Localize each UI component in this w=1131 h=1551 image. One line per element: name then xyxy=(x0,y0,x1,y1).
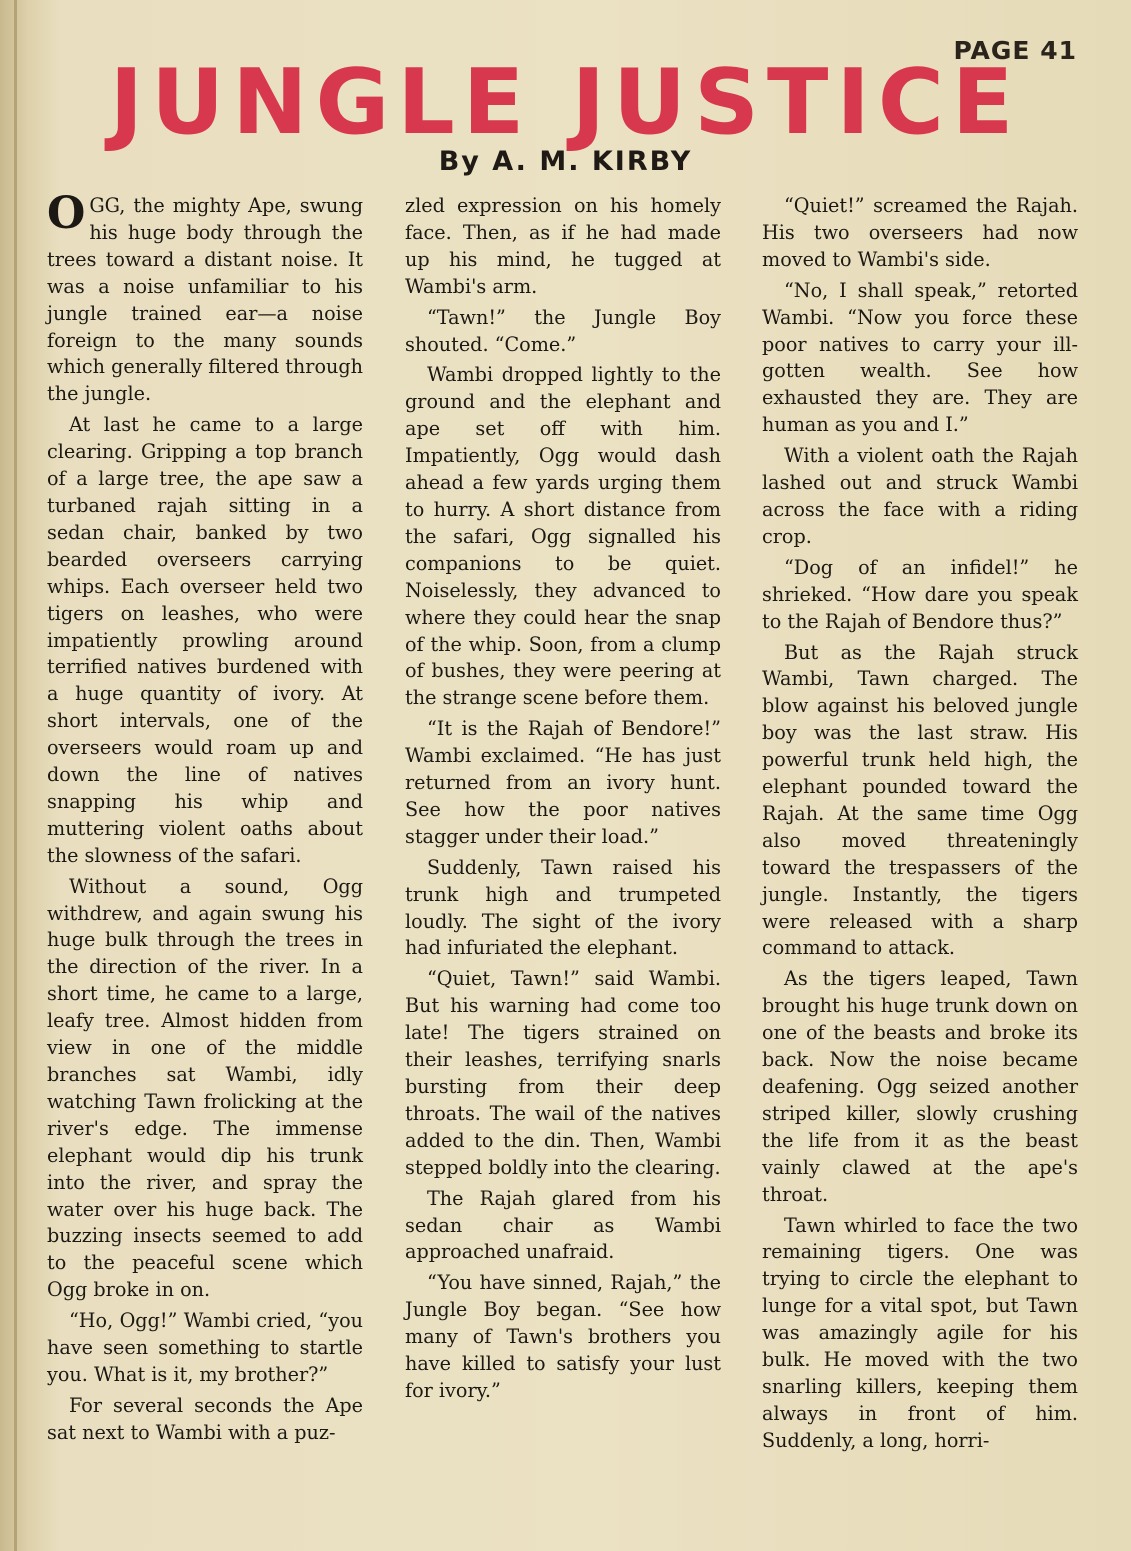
paragraph: “Quiet, Tawn!” said Wambi. But his warning had come too late! The tigers strained on their leashes, terrifying snarls bursting from their deep throats. The wail of the natives added to the din. Then, Wambi stepped boldly into the clearing. xyxy=(405,967,721,1179)
paragraph: OGG, the mighty Ape, swung his huge body through the trees toward a distant noise. It was a noise unfamiliar to his jungle trained ear—a noise foreign to the many sounds which generally filtered through the jungle. xyxy=(47,188,363,406)
paragraph: Suddenly, Tawn raised his trunk high and trumpeted loudly. The sight of the ivory had infuriated the elephant. xyxy=(405,855,721,960)
paragraph: “It is the Rajah of Bendore!” Wambi exclaimed. “He has just returned from an ivory hunt. See how the poor natives stagger under their load.” xyxy=(405,717,721,848)
story-title: JUNGLE JUSTICE xyxy=(109,50,1022,155)
paragraph: “No, I shall speak,” retorted Wambi. “Now you force these poor natives to carry your ill-gotten wealth. See how exhausted they are. They are human as you and I.” xyxy=(762,278,1078,437)
paragraph: At last he came to a large clearing. Gripping a top branch of a large tree, the ape saw a turbaned rajah sitting in a sedan chair, banked by two bearded overseers carrying whips. Each overseer held two tigers on leashes, who were impatiently prowling around terrified natives burdened with a huge quantity of ivory. At short intervals, one of the overseers would roam up and down the line of natives snapping his whip and muttering violent oaths about the slowness of the safari. xyxy=(47,413,363,867)
paragraph: “Quiet!” screamed the Rajah. His two overseers had now moved to Wambi's side. xyxy=(762,194,1078,271)
paragraph: Wambi dropped lightly to the ground and the elephant and ape set off with him. Impatiently, Ogg would dash ahead a few yards urging them to hurry. A short distance from the safari, Ogg signalled his companions to be quiet. Noiselessly, they advanced to where they could hear the snap of the whip. Soon, from a clump of bushes, they were peering at the strange scene before them. xyxy=(405,363,721,710)
paragraph: As the tigers leaped, Tawn brought his huge trunk down on one of the beasts and broke its back. Now the noise became deafening. Ogg seized another striped killer, slowly crushing the life from it as the beast vainly clawed at the ape's throat. xyxy=(762,967,1078,1206)
paragraph: With a violent oath the Rajah lashed out and struck Wambi across the face with a riding crop. xyxy=(762,444,1078,548)
paragraph: For several seconds the Ape sat next to Wambi with a puz- xyxy=(47,1393,363,1444)
byline: By A. M. KIRBY xyxy=(438,146,693,177)
text-column-3 xyxy=(762,193,1078,1459)
text-column-2 xyxy=(405,193,721,1409)
paragraph: Tawn whirled to face the two remaining tigers. One was trying to circle the elephant to lunge for a vital spot, but Tawn was amazingly agile for his bulk. He moved with the two snarling killers, keeping them always in front of him. Suddenly, a long, horri- xyxy=(762,1213,1078,1452)
paragraph: But as the Rajah struck Wambi, Tawn charged. The blow against his beloved jungle boy was the last straw. His powerful trunk held high, the elephant pounded toward the Rajah. At the same time Ogg also moved threateningly toward the trespassers of the jungle. Instantly, the tigers were released with a sharp command to attack. xyxy=(762,640,1078,960)
paragraph: “Ho, Ogg!” Wambi cried, “you have seen something to startle you. What is it, my brother?” xyxy=(47,1309,363,1386)
paragraph: “You have sinned, Rajah,” the Jungle Boy began. “See how many of Tawn's brothers you have killed to satisfy your lust for ivory.” xyxy=(405,1271,721,1402)
paragraph: “Dog of an infidel!” he shrieked. “How dare you speak to the Rajah of Bendore thus?” xyxy=(762,555,1078,633)
paragraph: Without a sound, Ogg withdrew, and again swung his huge bulk through the trees in the direction of the river. In a short time, he came to a large, leafy tree. Almost hidden from view in one of the middle branches sat Wambi, idly watching Tawn frolicking at the river's edge. The immense elephant would dip his trunk into the river, and spray the water over his huge back. The buzzing insects seemed to add to the peaceful scene which Ogg broke in on. xyxy=(47,874,363,1302)
paragraph: zled expression on his homely face. Then, as if he had made up his mind, he tugged at Wambi's arm. xyxy=(405,194,721,298)
binding-edge xyxy=(14,0,17,1551)
text-column-1 xyxy=(47,188,363,1451)
paragraph: The Rajah glared from his sedan chair as Wambi approached unafraid. xyxy=(405,1186,721,1264)
drop-cap: O xyxy=(47,188,86,239)
paragraph: “Tawn!” the Jungle Boy shouted. “Come.” xyxy=(405,305,721,356)
page-number: PAGE 41 xyxy=(953,36,1077,65)
